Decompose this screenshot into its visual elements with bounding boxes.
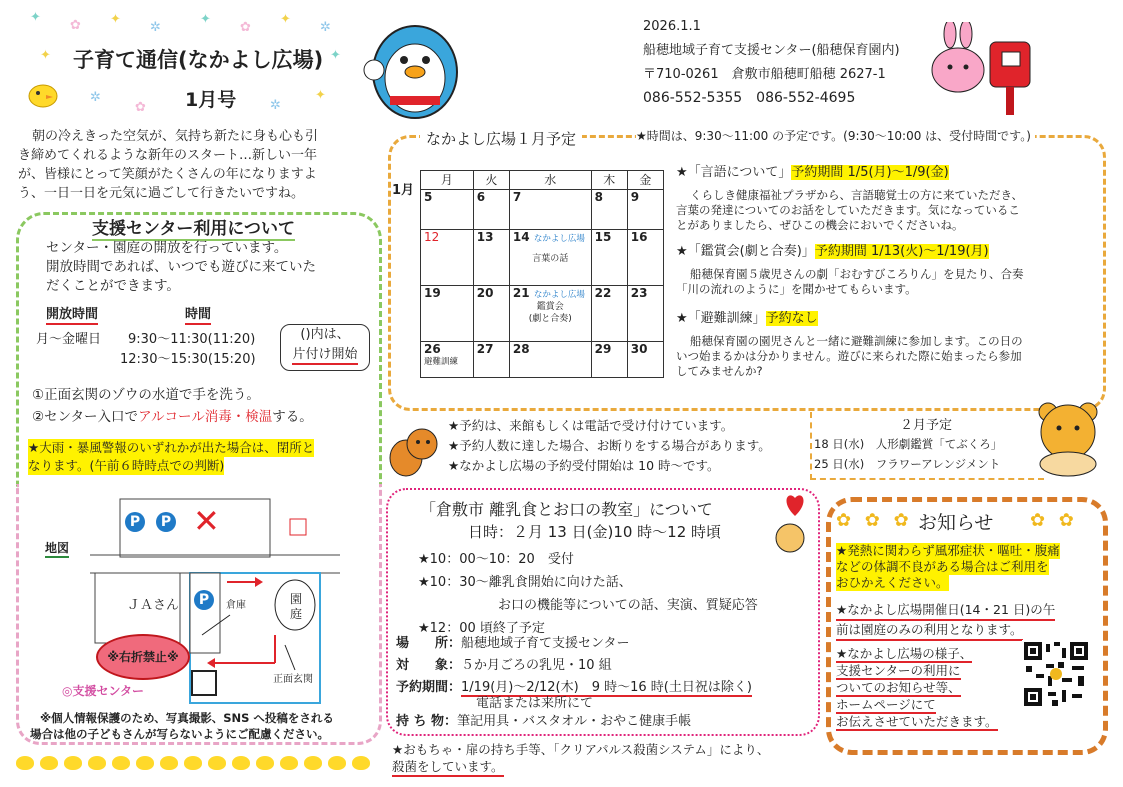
- event-label: 鑑賞会 (劇と合奏): [528, 302, 572, 324]
- february-title: ２月予定: [900, 418, 953, 433]
- calendar-day: 7: [509, 190, 591, 230]
- parking-icon: P: [125, 512, 145, 532]
- squirrel-icon: [386, 418, 442, 480]
- calendar-week: [421, 190, 664, 230]
- event-label: 言葉の話: [532, 254, 569, 264]
- privacy-note: ※個人情報保護のため、写真撮影、SNS へ投稿をされる 場合は他の子どもさんが写らないようにご配慮ください。: [30, 711, 334, 741]
- calendar-day: 27: [473, 342, 509, 378]
- class-bring: 持 ち 物：筆記用具・バスタオル・おやこ健康手帳: [396, 714, 692, 729]
- issue-date: 2026.1.1: [643, 19, 701, 34]
- calendar-month: 1月: [392, 183, 415, 198]
- flower-icon: ✿ ✿: [1030, 510, 1078, 531]
- event-tag: なかよし広場: [533, 290, 585, 300]
- calendar-week: [421, 286, 664, 342]
- event-tag: なかよし広場: [533, 234, 585, 244]
- heart-cat-icon: [770, 490, 820, 558]
- calendar-day: 30: [627, 342, 663, 378]
- support-desc-3: だくことができます。: [46, 278, 180, 294]
- flower-icon: ✿ ✿ ✿: [836, 510, 913, 531]
- class-line: ★10：00～10：20 受付: [418, 552, 574, 567]
- title-decoration: ✦ ✿ ✦ ✲ ✦ ✿ ✦ ✲ ✦ ✦ ✲ ✿ ✲ ✦: [30, 10, 341, 115]
- event-concert: ★「鑑賞会(劇と合奏)」予約期間 1/13(火)～1/19(月) 船穂保育園５歳児さんの劇「おむすびころりん」を見たり、合奏 「川の流れのように」を聞かせてもらいます。: [676, 244, 1024, 296]
- open-time-afternoon: 12:30～15:30(15:20): [120, 352, 256, 367]
- support-desc-2: 開放時間であれば、いつでも遊びに来ていた: [46, 259, 316, 275]
- calendar-day: 20: [473, 286, 509, 342]
- map-entrance: 正面玄関: [273, 674, 313, 685]
- calendar-day: 15: [591, 230, 627, 286]
- issue-label: 1月号: [185, 89, 237, 111]
- class-title: 「倉敷市 離乳食とお口の教室」について: [420, 500, 713, 519]
- map-label: 地図: [45, 539, 69, 558]
- schedule-title: なかよし広場１月予定: [420, 128, 582, 149]
- map-warehouse: 倉庫: [226, 600, 246, 611]
- open-days-heading: 開放時間: [46, 306, 98, 325]
- weekday-label: 金: [627, 171, 663, 190]
- class-place: 場 所：船穂地域子育て支援センター: [396, 636, 630, 651]
- event-label: 避難訓練: [424, 357, 459, 367]
- storm-warning: ★大雨・暴風警報のいずれかが出た場合は、閉所と なります。(午前６時時点での判断): [28, 440, 315, 473]
- notice-health: ★発熱に関わらず風邪症状・嘔吐・腹痛 などの体調不良がある場合はご利用を おひかえください。: [836, 543, 1060, 590]
- rule-handwash: ①正面玄関のゾウの水道で手を洗う。: [32, 387, 260, 403]
- open-time-heading: 時間: [185, 306, 211, 325]
- calendar-day: 9: [627, 190, 663, 230]
- february-item: 18 日(水) 人形劇鑑賞「てぶくろ」: [814, 437, 1003, 451]
- org-phones: 086-552-5355 086-552-4695: [643, 90, 856, 106]
- open-time-morning: 9:30～11:30(11:20): [128, 332, 256, 347]
- weekday-label: 木: [591, 171, 627, 190]
- february-item: 25 日(水) フラワーアレンジメント: [814, 457, 1001, 471]
- org-address: 〒710-0261 倉敷市船穂町船穂 2627-1: [643, 67, 886, 82]
- support-desc-1: センター・園庭の開放を行っています。: [46, 240, 288, 256]
- penguin-icon: [360, 12, 470, 124]
- no-entry-icon: ✕: [193, 502, 220, 540]
- calendar-week: [421, 342, 664, 378]
- map-garden: 園 庭: [290, 592, 303, 621]
- calendar-day: 5: [421, 190, 474, 230]
- page-title: 子育て通信(なかよし広場): [73, 48, 324, 72]
- calendar-day: 21 なかよし広場 鑑賞会 (劇と合奏): [509, 286, 591, 342]
- event-drill: ★「避難訓練」予約なし 船穂保育園の園児さんと一緒に避難訓練に参加します。この日の いつ始まるかは分かりません。遊びに来られた際に始まったら参加 してみませんか?: [676, 311, 1023, 378]
- event-language: ★「言語について」予約期間 1/5(月)～1/9(金) くらしき健康福祉プラザから、言語聴覚士の方に来ていただき、 言葉の発達についてのお話をしていただきます。気になっているこ とがありましたら、ぜひこの機会においでくださいね。: [676, 165, 1024, 232]
- weekday-label: 水: [509, 171, 591, 190]
- cleanup-note: ()内は、 片付け開始: [280, 324, 370, 371]
- class-line: お口の機能等についての話、実演、質疑応答: [498, 598, 758, 613]
- calendar-day: 13: [473, 230, 509, 286]
- calendar-day: 23: [627, 286, 663, 342]
- parking-icon: P: [194, 590, 214, 610]
- class-period-method: 電話または来所にて: [476, 696, 594, 711]
- class-datetime: 日時：２月 13 日(金)10 時～12 時頃: [468, 523, 722, 541]
- rabbit-mailbox-icon: [930, 22, 1040, 117]
- calendar-day: 29: [591, 342, 627, 378]
- calendar-day: 19: [421, 286, 474, 342]
- class-line: ★10：30～離乳食開始に向けた話、: [418, 575, 632, 590]
- class-target: 対 象：５か月ごろの乳児・10 組: [396, 658, 612, 673]
- toys-note: ★おもちゃ・扉の持ち手等、「クリアパルス殺菌システム」により、 殺菌をしています。: [392, 741, 769, 777]
- notice-garden: ★なかよし広場開催日(14・21 日)の午 前は園庭のみの利用となります。: [836, 601, 1055, 641]
- map-center-label: ◎支援センター: [62, 684, 144, 698]
- class-period: 予約期間：1/19(月)～2/12(木) 9 時～16 時(土日祝は除く): [396, 680, 752, 695]
- calendar-day: 6: [473, 190, 509, 230]
- calendar-week: [421, 230, 664, 286]
- map-ja: ＪＡさん: [127, 598, 180, 613]
- weekday-label: 火: [473, 171, 509, 190]
- january-calendar: [420, 170, 664, 378]
- parking-icon: P: [156, 512, 176, 532]
- calendar-day: 28: [509, 342, 591, 378]
- rule-disinfect: ②センター入口でアルコール消毒・検温する。: [32, 409, 313, 425]
- weekday-label: 月: [421, 171, 474, 190]
- qr-code-icon[interactable]: [1022, 640, 1090, 708]
- open-days: 月～金曜日: [36, 332, 102, 347]
- support-title: 支援センター利用について: [92, 214, 295, 241]
- calendar-header-row: [421, 171, 664, 190]
- bear-icon: [1032, 398, 1104, 478]
- calendar-day: 22: [591, 286, 627, 342]
- calendar-day: 12: [421, 230, 474, 286]
- no-right-turn: ※右折禁止※: [96, 634, 190, 680]
- schedule-time-note: ★時間は、9:30～11:00 の予定です。(9:30～10:00 は、受付時間です。): [636, 129, 1035, 144]
- calendar-day: 26 避難訓練: [421, 342, 474, 378]
- chick-border: [16, 752, 386, 774]
- chick-icon: [26, 78, 60, 108]
- notice-homepage: ★なかよし広場の様子、 支援センターの利用に ついてのお知らせ等、 ホームページにて お伝えさせていただきます。: [836, 646, 998, 729]
- reservation-rules: ★予約は、来館もしくは電話で受け付けています。 ★予約人数に達した場合、お断りをする場合があります。 ★なかよし広場の予約受付開始は 10 時～です。: [448, 418, 771, 473]
- calendar-day: 14 なかよし広場 言葉の話: [509, 230, 591, 286]
- calendar-day: 16: [627, 230, 663, 286]
- class-line: ★12：00 頃終了予定: [418, 621, 545, 636]
- calendar-day: 8: [591, 190, 627, 230]
- notice-title: お知らせ: [918, 512, 994, 534]
- org-name: 船穂地域子育て支援センター(船穂保育園内): [643, 43, 900, 58]
- intro-text: 朝の冷えきった空気が、気持ち新たに身も心も引 き締めてくれるような新年のスタート…新しい一年 が、皆様にとって笑顔がたくさんの年になりますよ う、一日一日を元気に過ごして行きたいですね。: [18, 129, 319, 201]
